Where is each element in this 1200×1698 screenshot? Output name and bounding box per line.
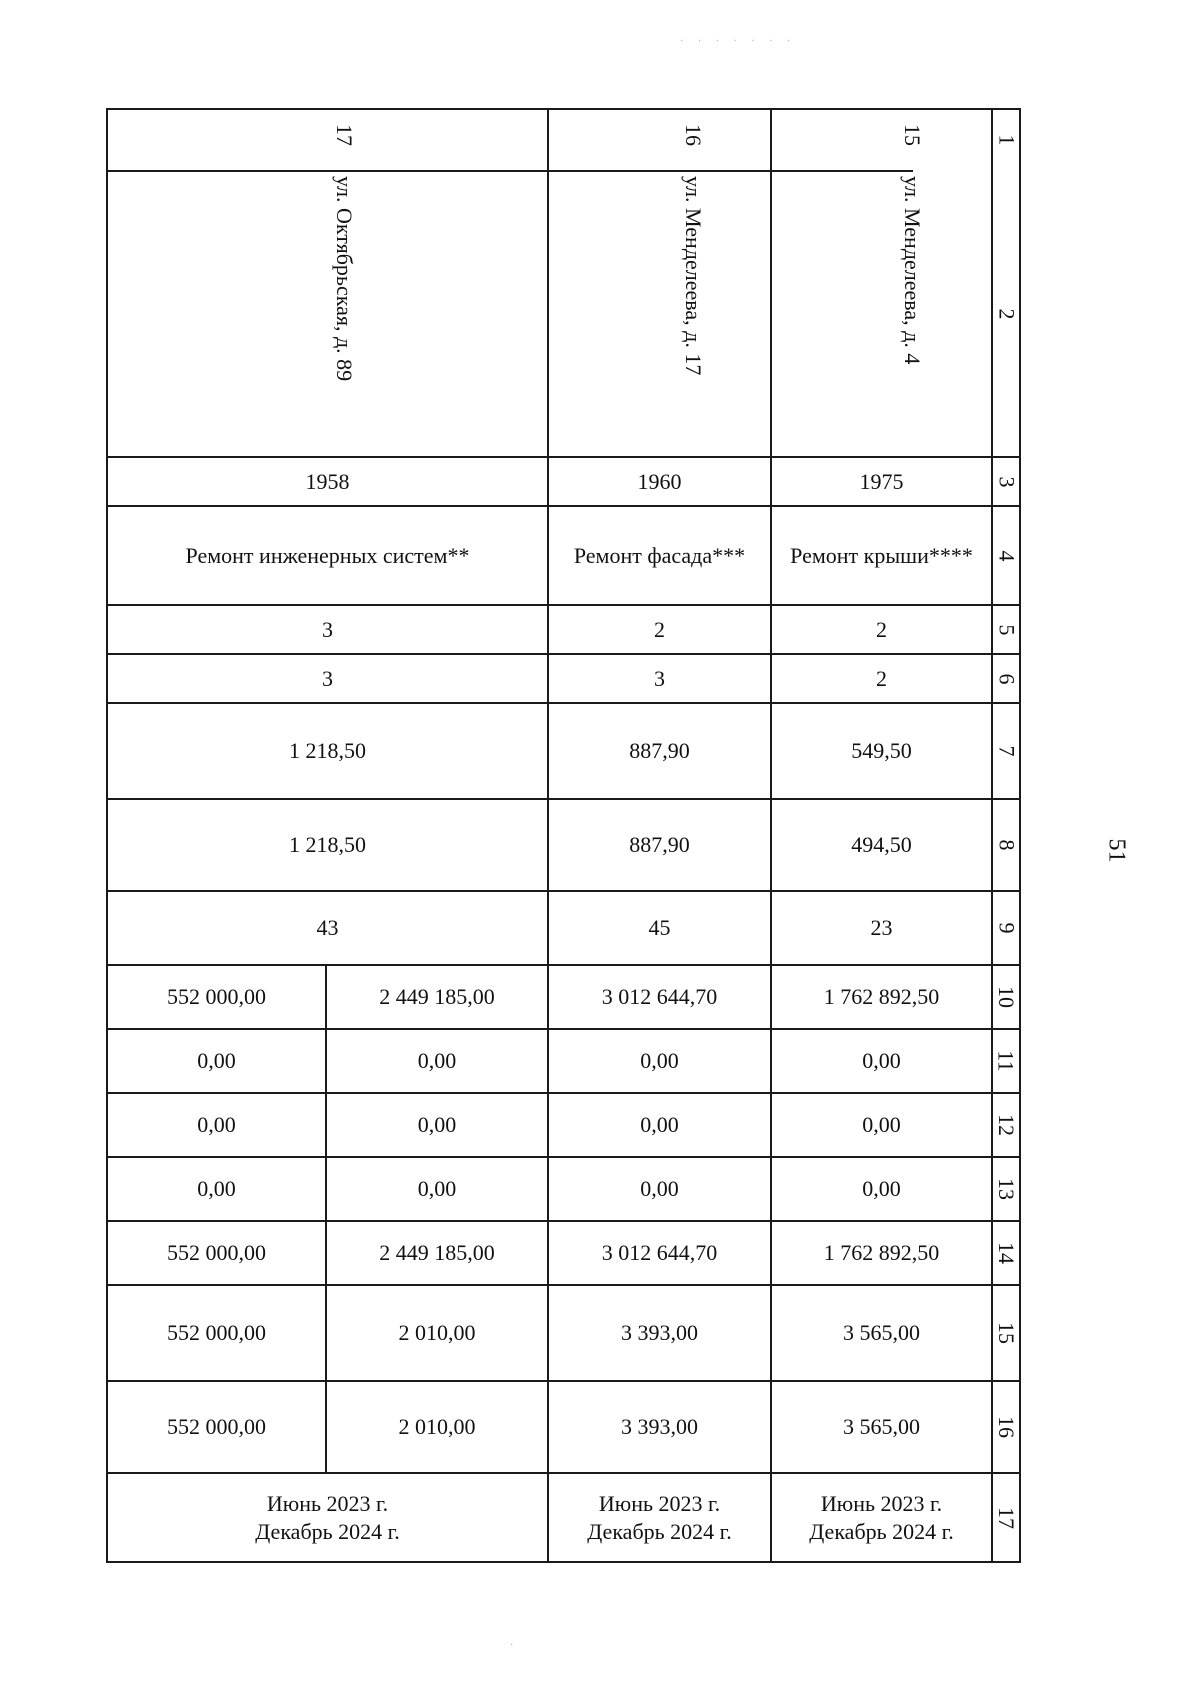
c13-r15: 0,00 — [862, 1176, 901, 1201]
column-number: 5 — [994, 624, 1019, 635]
scan-specks: · · · · · · · — [680, 36, 797, 47]
c14-r16: 3 012 644,70 — [601, 1240, 718, 1265]
column-number: 10 — [994, 986, 1019, 1008]
c15-r15: 3 565,00 — [843, 1320, 920, 1345]
c8-r17: 1 218,50 — [289, 832, 366, 857]
address-r17: ул. Октябрьская, д. 89 — [332, 176, 357, 382]
c16-r16: 3 393,00 — [621, 1414, 698, 1439]
c13-r17-b: 0,00 — [417, 1176, 457, 1201]
c10-r15: 1 762 892,50 — [823, 984, 940, 1009]
c12-r17-b: 0,00 — [417, 1112, 457, 1137]
c15-r16: 3 393,00 — [621, 1320, 698, 1345]
c13-r16: 0,00 — [640, 1176, 679, 1201]
c10-r16: 3 012 644,70 — [601, 984, 718, 1009]
row-number-17: 17 — [332, 124, 357, 146]
work-type-r15: Ремонт крыши**** — [790, 542, 973, 568]
c9-r16: 45 — [648, 915, 671, 940]
c5-r16: 2 — [654, 616, 665, 642]
address-r16: ул. Менделеева, д. 17 — [681, 176, 706, 376]
c11-r17-b: 0,00 — [417, 1048, 457, 1073]
c14-r15: 1 762 892,50 — [823, 1240, 940, 1265]
column-number: 2 — [994, 308, 1019, 320]
c5-r15: 2 — [876, 616, 887, 642]
row-number-15: 15 — [900, 124, 925, 146]
year-r16: 1960 — [637, 468, 682, 494]
c6-r17: 3 — [322, 665, 333, 691]
work-type-r16: Ремонт фасада*** — [573, 542, 746, 568]
c16-r17-b: 2 010,00 — [398, 1414, 476, 1439]
c14-r17-b: 2 449 185,00 — [379, 1240, 495, 1265]
c9-r17: 43 — [316, 915, 339, 940]
column-number: 3 — [994, 476, 1019, 487]
year-r17: 1958 — [305, 468, 350, 494]
column-number: 12 — [994, 1114, 1019, 1136]
c12-r15: 0,00 — [862, 1112, 901, 1137]
c15-r17-b: 2 010,00 — [398, 1320, 476, 1345]
c12-r16: 0,00 — [640, 1112, 679, 1137]
row-number-16: 16 — [681, 124, 706, 146]
c6-r15: 2 — [876, 665, 887, 691]
column-number: 16 — [994, 1416, 1019, 1438]
page-number: 51 — [1103, 838, 1130, 862]
column-number: 4 — [994, 550, 1019, 561]
column-number: 8 — [994, 839, 1019, 851]
c7-r16: 887,90 — [629, 738, 690, 763]
column-number: 17 — [994, 1506, 1019, 1529]
c7-r17: 1 218,50 — [289, 738, 366, 763]
c6-r16: 3 — [654, 665, 665, 691]
c5-r17: 3 — [322, 616, 333, 642]
c11-r15: 0,00 — [862, 1048, 901, 1073]
c7-r15: 549,50 — [851, 738, 912, 763]
c16-r15: 3 565,00 — [843, 1414, 920, 1439]
c9-r15: 23 — [870, 915, 893, 940]
column-number: 9 — [994, 922, 1019, 934]
c13-r17-a: 0,00 — [197, 1176, 236, 1201]
column-number: 11 — [994, 1050, 1019, 1072]
column-number: 6 — [994, 673, 1019, 684]
year-r15: 1975 — [859, 468, 904, 494]
capital-repair-table — [106, 108, 1021, 1563]
c10-r17-b: 2 449 185,00 — [379, 984, 495, 1009]
c11-r17-a: 0,00 — [197, 1048, 236, 1073]
column-number: 15 — [994, 1322, 1019, 1344]
c8-r16: 887,90 — [629, 832, 690, 857]
period-r16: Июнь 2023 г. Декабрь 2024 г. — [587, 1490, 732, 1544]
column-number: 13 — [994, 1178, 1019, 1200]
period-r15: Июнь 2023 г. Декабрь 2024 г. — [809, 1490, 954, 1544]
c16-r17-a: 552 000,00 — [167, 1414, 266, 1439]
c15-r17-a: 552 000,00 — [167, 1320, 266, 1345]
c10-r17-a: 552 000,00 — [167, 984, 266, 1009]
c14-r17-a: 552 000,00 — [167, 1240, 266, 1265]
period-r17: Июнь 2023 г. Декабрь 2024 г. — [255, 1490, 400, 1544]
column-number: 1 — [994, 134, 1019, 146]
column-number: 7 — [994, 745, 1019, 757]
c8-r15: 494,50 — [851, 832, 912, 857]
column-number: 14 — [994, 1242, 1019, 1264]
c11-r16: 0,00 — [640, 1048, 679, 1073]
address-r15: ул. Менделеева, д. 4 — [900, 176, 925, 365]
c12-r17-a: 0,00 — [197, 1112, 236, 1137]
work-type-r17: Ремонт инженерных систем** — [185, 542, 470, 568]
scan-specks: · — [510, 1640, 520, 1651]
